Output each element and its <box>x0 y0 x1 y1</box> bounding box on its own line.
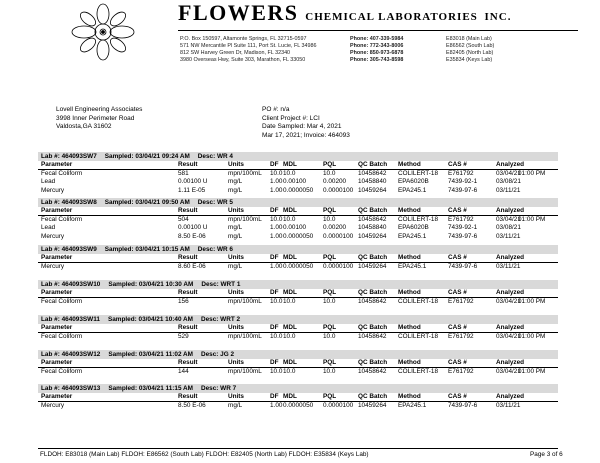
column-header: CAS # <box>448 161 467 168</box>
table-cell: mg/L <box>228 401 243 409</box>
column-header: QC Batch <box>358 289 388 296</box>
table-cell: mg/L <box>228 224 243 231</box>
table-header-row <box>38 324 558 333</box>
table-cell: 8.50 E-06 <box>178 401 206 409</box>
phone-row <box>350 43 590 50</box>
table-cell: 03/11/21 <box>496 401 521 409</box>
column-header: MDL <box>283 254 297 261</box>
table-cell: COLILERT-18 <box>398 367 439 375</box>
table-cell: 03/04/21 <box>496 215 521 223</box>
lab-section <box>38 315 558 341</box>
lab-header-bar <box>38 280 558 289</box>
table-cell: EPA245.1 <box>398 401 427 409</box>
lab-section <box>38 280 558 306</box>
table-cell: Mercury <box>41 186 65 194</box>
lab-id: E86562 (South Lab) <box>446 43 495 49</box>
company-phones <box>350 36 590 64</box>
table-cell: 03/04/21 <box>496 297 521 305</box>
column-header: Parameter <box>41 207 73 214</box>
table-cell: EPA245.1 <box>398 232 427 240</box>
table-cell: 03/11/21 <box>496 262 521 270</box>
table-cell: 156 <box>178 297 189 305</box>
column-header: Units <box>228 161 244 168</box>
lab-number: Lab #: 464093SW12 <box>41 351 101 358</box>
sampled-time: Sampled: 03/04/21 09:50 AM <box>104 199 190 206</box>
table-row <box>38 298 558 307</box>
lab-number: Lab #: 464093SW7 <box>41 153 97 160</box>
table-cell: 529 <box>178 332 189 340</box>
flower-logo-icon <box>44 2 162 62</box>
table-cell: 0.0000100 <box>323 262 354 270</box>
table-cell: 1.11 E-05 <box>178 186 206 194</box>
table-cell: 8.60 E-06 <box>178 262 206 270</box>
table-cell: 7439-97-6 <box>448 186 478 194</box>
column-header: PQL <box>323 161 337 168</box>
column-header: PQL <box>323 393 337 400</box>
column-header: CAS # <box>448 289 467 296</box>
table-cell: Fecal Coliform <box>41 169 83 177</box>
table-cell: 10458642 <box>358 367 387 375</box>
column-header: MDL <box>283 359 297 366</box>
table-cell: 7439-97-6 <box>448 232 478 240</box>
table-cell: 03/04/21 <box>496 332 521 340</box>
company-name-small: CHEMICAL LABORATORIES <box>305 11 478 23</box>
client-street: 3998 Inner Perimeter Road <box>56 114 135 122</box>
sample-desc: Desc: WRT 1 <box>201 281 241 288</box>
table-row <box>38 170 558 179</box>
column-header: Method <box>398 324 421 331</box>
table-cell: 8.50 E-06 <box>178 232 206 240</box>
table-row <box>38 402 558 411</box>
lab-header-bar <box>38 198 558 207</box>
table-cell: mg/L <box>228 178 243 185</box>
table-cell: E761792 <box>448 332 474 340</box>
client-project: Client Project #: LCI <box>262 114 320 122</box>
table-header-row <box>38 393 558 402</box>
table-cell: 10458840 <box>358 224 387 231</box>
table-cell: COLILERT-18 <box>398 169 439 177</box>
lab-number: Lab #: 464093SW11 <box>41 316 100 323</box>
column-header: CAS # <box>448 254 467 261</box>
client-name: Lovell Engineering Associates <box>56 106 143 113</box>
po-number: PO #: n/a <box>262 106 290 113</box>
column-header: Units <box>228 289 244 296</box>
table-cell: 1.00 <box>270 224 283 231</box>
table-cell: 01:00 PM <box>518 297 546 305</box>
column-header: Method <box>398 289 421 296</box>
table-cell: 10.0 <box>283 169 296 177</box>
table-cell: 10.0 <box>323 297 336 305</box>
column-header: CAS # <box>448 359 467 366</box>
table-cell: 10.0 <box>323 332 336 340</box>
column-header: Method <box>398 393 421 400</box>
sampled-time: Sampled: 03/04/21 09:24 AM <box>104 153 190 160</box>
column-header: Analyzed <box>496 359 525 366</box>
table-cell: 0.0000100 <box>323 186 354 194</box>
lab-header-bar <box>38 350 558 359</box>
table-cell: 10458642 <box>358 297 387 305</box>
table-cell: 10459264 <box>358 262 387 270</box>
phone-row <box>350 57 590 64</box>
table-header-row <box>38 161 558 170</box>
column-header: Method <box>398 161 421 168</box>
column-header: CAS # <box>448 393 467 400</box>
table-cell: E761792 <box>448 367 474 375</box>
column-header: MDL <box>283 289 297 296</box>
table-cell: 144 <box>178 367 189 375</box>
table-cell: mg/L <box>228 262 243 270</box>
table-cell: 03/11/21 <box>496 232 521 240</box>
table-cell: 10.0 <box>323 215 336 223</box>
table-cell: 10.0 <box>323 169 336 177</box>
column-header: MDL <box>283 161 297 168</box>
column-header: Units <box>228 324 244 331</box>
table-cell: EPA6020B <box>398 224 429 231</box>
table-cell: 504 <box>178 215 189 223</box>
lab-section <box>38 152 558 195</box>
lab-number: Lab #: 464093SW9 <box>41 246 97 253</box>
column-header: QC Batch <box>358 393 388 400</box>
table-cell: 10458840 <box>358 178 387 185</box>
column-header: DF <box>270 324 279 331</box>
table-header-row <box>38 207 558 216</box>
phone-number: Phone: 850-973-6878 <box>350 50 404 56</box>
table-cell: 10.0 <box>283 367 296 375</box>
table-cell: 10459264 <box>358 401 387 409</box>
table-cell: Fecal Coliform <box>41 297 83 305</box>
table-cell: 0.0000100 <box>323 232 354 240</box>
table-row <box>38 178 558 187</box>
lab-header-bar <box>38 384 558 393</box>
table-cell: EPA245.1 <box>398 262 427 270</box>
lab-id: E83018 (Main Lab) <box>446 36 492 42</box>
column-header: PQL <box>323 289 337 296</box>
sample-desc: Desc: WR 7 <box>201 385 237 392</box>
table-cell: 0.0000050 <box>283 232 314 240</box>
column-header: Parameter <box>41 161 73 168</box>
table-cell: 10.0 <box>270 367 283 375</box>
lab-section <box>38 198 558 241</box>
column-header: DF <box>270 207 279 214</box>
table-cell: 10458642 <box>358 332 387 340</box>
column-header: QC Batch <box>358 161 388 168</box>
table-cell: 1.00 <box>270 232 283 240</box>
column-header: CAS # <box>448 324 467 331</box>
table-cell: 1.00 <box>270 401 283 409</box>
table-row <box>38 368 558 377</box>
footer-certifications: FLDOH: E83018 (Main Lab) FLDOH: E86562 (South Lab) FLDOH: E82405 (North Lab) FLDOH: E35834 (Keys Lab) <box>40 451 369 458</box>
table-cell: Mercury <box>41 262 65 270</box>
lab-id: E82405 (North Lab) <box>446 50 494 56</box>
table-cell: 0.00100 <box>283 178 307 185</box>
table-cell: 10458642 <box>358 169 387 177</box>
table-cell: mpn/100mL <box>228 215 262 223</box>
table-cell: COLILERT-18 <box>398 297 439 305</box>
table-cell: 0.0000100 <box>323 401 354 409</box>
table-header-row <box>38 254 558 263</box>
address-line: 3980 Overseas Hwy, Suite 303, Marathon, FL 33050 <box>180 57 306 63</box>
sample-desc: Desc: WR 5 <box>197 199 233 206</box>
column-header: Result <box>178 359 198 366</box>
company-name <box>178 0 511 26</box>
sample-desc: Desc: WR 4 <box>197 153 233 160</box>
table-cell: 0.00200 <box>323 224 347 231</box>
table-cell: Lead <box>41 178 56 185</box>
column-header: Analyzed <box>496 207 525 214</box>
column-header: Result <box>178 393 198 400</box>
company-suffix: INC. <box>484 11 512 23</box>
table-cell: 10.0 <box>283 215 296 223</box>
table-cell: 10.0 <box>283 332 296 340</box>
table-cell: 0.0000050 <box>283 186 314 194</box>
table-cell: EPA6020B <box>398 178 429 185</box>
table-cell: 0.00100 <box>283 224 307 231</box>
table-header-row <box>38 359 558 368</box>
table-cell: 01:00 PM <box>518 169 546 177</box>
phone-number: Phone: 305-743-8598 <box>350 57 404 63</box>
table-row <box>38 233 558 242</box>
sampled-time: Sampled: 03/04/21 10:30 AM <box>108 281 194 288</box>
table-row <box>38 263 558 272</box>
date-sampled: Date Sampled: Mar 4, 2021 <box>262 123 342 130</box>
table-cell: 0.0000050 <box>283 262 314 270</box>
invoice-line: Mar 17, 2021; Invoice: 464093 <box>262 131 350 139</box>
lab-section <box>38 350 558 376</box>
table-cell: mg/L <box>228 232 243 240</box>
column-header: QC Batch <box>358 207 388 214</box>
column-header: Method <box>398 359 421 366</box>
phone-row <box>350 50 590 57</box>
table-cell: E761792 <box>448 297 474 305</box>
table-cell: 7439-92-1 <box>448 178 478 185</box>
table-cell: 1.00 <box>270 178 283 185</box>
column-header: DF <box>270 289 279 296</box>
table-cell: E761792 <box>448 215 474 223</box>
column-header: Parameter <box>41 359 73 366</box>
column-header: MDL <box>283 393 297 400</box>
column-header: QC Batch <box>358 254 388 261</box>
table-cell: Lead <box>41 224 56 231</box>
table-cell: 01:00 PM <box>518 367 546 375</box>
column-header: Analyzed <box>496 393 525 400</box>
column-header: Result <box>178 324 198 331</box>
lab-id: E35834 (Keys Lab) <box>446 57 493 63</box>
table-header-row <box>38 289 558 298</box>
column-header: Result <box>178 254 198 261</box>
lab-header-bar <box>38 245 558 254</box>
table-cell: 0.0000050 <box>283 401 314 409</box>
table-cell: Mercury <box>41 401 65 409</box>
page-number: Page 3 of 6 <box>530 451 563 458</box>
address-line: 812 SW Harvey Green Dr, Madison, FL 32340 <box>180 50 291 56</box>
sampled-time: Sampled: 03/04/21 11:02 AM <box>108 351 193 358</box>
column-header: Result <box>178 161 198 168</box>
column-header: PQL <box>323 207 337 214</box>
column-header: QC Batch <box>358 359 388 366</box>
table-cell: 03/11/21 <box>496 186 521 194</box>
column-header: PQL <box>323 324 337 331</box>
table-cell: mpn/100mL <box>228 297 262 305</box>
column-header: Method <box>398 207 421 214</box>
table-cell: mpn/100mL <box>228 332 262 340</box>
column-header: Units <box>228 254 244 261</box>
column-header: Analyzed <box>496 289 525 296</box>
table-cell: COLILERT-18 <box>398 215 439 223</box>
lab-header-bar <box>38 315 558 324</box>
sampled-time: Sampled: 03/04/21 10:40 AM <box>107 316 193 323</box>
phone-number: Phone: 407-339-5984 <box>350 36 404 42</box>
table-cell: 7439-97-6 <box>448 401 478 409</box>
column-header: PQL <box>323 359 337 366</box>
table-cell: mg/L <box>228 186 243 194</box>
table-row <box>38 187 558 196</box>
sample-desc: Desc: WR 6 <box>197 246 233 253</box>
table-cell: 10.0 <box>283 297 296 305</box>
address-line: 571 NW Mercantile Pl Suite 111, Port St. Lucie, FL 34986 <box>180 43 317 49</box>
table-cell: 10.0 <box>323 367 336 375</box>
column-header: DF <box>270 161 279 168</box>
table-cell: 10.0 <box>270 215 283 223</box>
company-name-big: FLOWERS <box>178 0 299 25</box>
table-cell: 03/04/21 <box>496 367 521 375</box>
column-header: Result <box>178 289 198 296</box>
address-line: P.O. Box 150597, Altamonte Springs, FL 32715-0597 <box>180 36 307 42</box>
column-header: Analyzed <box>496 324 525 331</box>
lab-section <box>38 384 558 410</box>
table-cell: mpn/100mL <box>228 367 262 375</box>
table-cell: COLILERT-18 <box>398 332 439 340</box>
table-cell: Fecal Coliform <box>41 367 83 375</box>
sampled-time: Sampled: 03/04/21 11:15 AM <box>108 385 193 392</box>
column-header: Result <box>178 207 198 214</box>
table-cell: 10458642 <box>358 215 387 223</box>
table-cell: 10.0 <box>270 332 283 340</box>
column-header: Analyzed <box>496 161 525 168</box>
column-header: CAS # <box>448 207 467 214</box>
table-row <box>38 333 558 342</box>
sample-desc: Desc: JG 2 <box>201 351 235 358</box>
table-cell: 10459264 <box>358 186 387 194</box>
column-header: Parameter <box>41 393 73 400</box>
table-cell: 1.00 <box>270 186 283 194</box>
table-cell: Fecal Coliform <box>41 215 83 223</box>
table-cell: 10459264 <box>358 232 387 240</box>
table-cell: 0.00100 U <box>178 224 208 231</box>
phone-row <box>350 36 590 43</box>
column-header: QC Batch <box>358 324 388 331</box>
table-cell: Fecal Coliform <box>41 332 83 340</box>
table-cell: 0.00100 U <box>178 178 208 185</box>
column-header: Parameter <box>41 324 73 331</box>
report-info <box>262 106 462 140</box>
table-cell: EPA245.1 <box>398 186 427 194</box>
table-cell: 03/04/21 <box>496 169 521 177</box>
lab-number: Lab #: 464093SW13 <box>41 385 101 392</box>
header-rule <box>178 30 578 31</box>
column-header: Parameter <box>41 289 73 296</box>
table-cell: 10.0 <box>270 169 283 177</box>
column-header: Units <box>228 393 244 400</box>
column-header: PQL <box>323 254 337 261</box>
footer-rule <box>38 448 558 449</box>
sample-desc: Desc: WRT 2 <box>201 316 241 323</box>
column-header: Analyzed <box>496 254 525 261</box>
table-cell: 01:00 PM <box>518 332 546 340</box>
table-cell: 0.00200 <box>323 178 347 185</box>
table-cell: mpn/100mL <box>228 169 262 177</box>
table-cell: 01:00 PM <box>518 215 546 223</box>
lab-header-bar <box>38 152 558 161</box>
table-row <box>38 216 558 225</box>
table-cell: 7439-92-1 <box>448 224 478 231</box>
table-cell: 1.00 <box>270 262 283 270</box>
lab-number: Lab #: 464093SW10 <box>41 281 101 288</box>
client-address <box>56 106 256 132</box>
column-header: DF <box>270 254 279 261</box>
column-header: Units <box>228 359 244 366</box>
column-header: Method <box>398 254 421 261</box>
column-header: Units <box>228 207 244 214</box>
table-row <box>38 224 558 233</box>
lab-number: Lab #: 464093SW8 <box>41 199 97 206</box>
table-cell: E761792 <box>448 169 474 177</box>
table-cell: Mercury <box>41 232 65 240</box>
sampled-time: Sampled: 03/04/21 10:15 AM <box>104 246 190 253</box>
column-header: Parameter <box>41 254 73 261</box>
lab-section <box>38 245 558 271</box>
client-city: Valdosta,GA 31602 <box>56 123 112 130</box>
company-addresses <box>180 36 350 64</box>
table-cell: 03/08/21 <box>496 178 521 185</box>
column-header: MDL <box>283 324 297 331</box>
column-header: MDL <box>283 207 297 214</box>
phone-number: Phone: 772-343-8006 <box>350 43 404 49</box>
table-cell: 7439-97-6 <box>448 262 478 270</box>
column-header: DF <box>270 359 279 366</box>
table-cell: 03/08/21 <box>496 224 521 231</box>
table-cell: 10.0 <box>270 297 283 305</box>
column-header: DF <box>270 393 279 400</box>
table-cell: 581 <box>178 169 189 177</box>
